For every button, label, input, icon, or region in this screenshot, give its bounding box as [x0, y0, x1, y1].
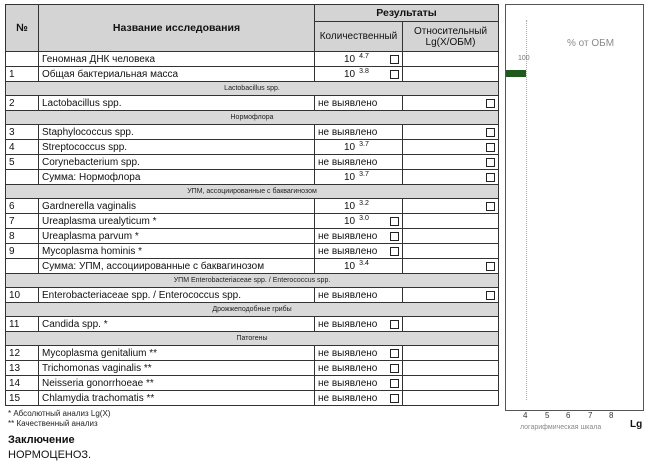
row-number: 13 [6, 361, 39, 376]
row-number: 15 [6, 391, 39, 406]
section-title: Lactobacillus spp. [6, 82, 499, 96]
not-detected-label: не выявлено [318, 245, 378, 257]
not-detected-label: не выявлено [318, 377, 378, 389]
checkbox[interactable] [486, 202, 495, 211]
conclusion-title: Заключение [8, 434, 75, 446]
quantitative-value [315, 214, 403, 229]
row-number: 14 [6, 376, 39, 391]
quantitative-value [315, 52, 403, 67]
relative-value [403, 346, 499, 361]
checkbox[interactable] [390, 349, 399, 358]
quantitative-value [315, 317, 403, 332]
table-row [6, 67, 499, 82]
section-title: УПМ Enterobacteriaceae spp. / Enterococcus spp. [6, 274, 499, 288]
study-name: Neisseria gonorrhoeae ** [39, 376, 315, 391]
bar-genomic-dna [506, 70, 526, 77]
checkbox[interactable] [390, 55, 399, 64]
axis-tick-6: 6 [566, 411, 571, 420]
study-name: Ureaplasma parvum * [39, 229, 315, 244]
relative-value [403, 259, 499, 274]
axis-tick-4: 4 [523, 411, 528, 420]
table-row [6, 170, 499, 185]
chart-title: % от ОБМ [567, 38, 615, 49]
row-number: 8 [6, 229, 39, 244]
section-title: Патогены [6, 332, 499, 346]
relative-value [403, 96, 499, 111]
quantitative-value [315, 170, 403, 185]
not-detected-label: не выявлено [318, 156, 378, 168]
relative-value [403, 170, 499, 185]
value-base: 10 [344, 216, 356, 227]
checkbox[interactable] [390, 394, 399, 403]
relative-value [403, 52, 499, 67]
checkbox[interactable] [390, 364, 399, 373]
table-row [6, 199, 499, 214]
not-detected-label: не выявлено [318, 97, 378, 109]
value-exponent: 3.8 [359, 68, 369, 75]
axis-tick-5: 5 [545, 411, 550, 420]
section-row [6, 82, 499, 96]
not-detected-label: не выявлено [318, 362, 378, 374]
not-detected-label: не выявлено [318, 392, 378, 404]
not-detected-label: не выявлено [318, 289, 378, 301]
value-exponent: 3.4 [359, 260, 369, 267]
relative-value [403, 125, 499, 140]
relative-value [403, 376, 499, 391]
relative-value [403, 391, 499, 406]
relative-value [403, 288, 499, 303]
not-detected-label: не выявлено [318, 126, 378, 138]
relative-value [403, 214, 499, 229]
checkbox[interactable] [486, 128, 495, 137]
quantitative-value [315, 229, 403, 244]
row-number [6, 52, 39, 67]
quantitative-value [315, 288, 403, 303]
header-quantitative: Количественный [315, 22, 403, 52]
study-name: Сумма: УПМ, ассоциированные с баквагинозом [39, 259, 315, 274]
study-name: Общая бактериальная масса [39, 67, 315, 82]
value-base: 10 [344, 201, 356, 212]
axis-tick-8: 8 [609, 411, 614, 420]
table-row [6, 361, 499, 376]
table-row [6, 140, 499, 155]
relative-value [403, 155, 499, 170]
relative-value [403, 229, 499, 244]
checkbox[interactable] [390, 232, 399, 241]
study-name: Lactobacillus spp. [39, 96, 315, 111]
value-base: 10 [344, 142, 356, 153]
relative-value [403, 244, 499, 259]
study-name: Gardnerella vaginalis [39, 199, 315, 214]
quantitative-value [315, 96, 403, 111]
axis-unit-label: Lg [630, 419, 643, 430]
checkbox[interactable] [390, 247, 399, 256]
table-row [6, 214, 499, 229]
axis-tick-7: 7 [588, 411, 593, 420]
row-number: 9 [6, 244, 39, 259]
checkbox[interactable] [390, 70, 399, 79]
relative-value [403, 361, 499, 376]
checkbox[interactable] [486, 99, 495, 108]
row-number: 5 [6, 155, 39, 170]
table-row [6, 155, 499, 170]
row-number [6, 259, 39, 274]
value-base: 10 [344, 172, 356, 183]
value-base: 10 [344, 54, 356, 65]
checkbox[interactable] [390, 217, 399, 226]
study-name: Mycoplasma hominis * [39, 244, 315, 259]
section-title: Нормофлора [6, 111, 499, 125]
quantitative-value [315, 140, 403, 155]
bar-value-label: 100 [518, 55, 530, 62]
table-row [6, 346, 499, 361]
section-row [6, 185, 499, 199]
conclusion-text: НОРМОЦЕНОЗ. [8, 449, 92, 461]
study-name: Trichomonas vaginalis ** [39, 361, 315, 376]
row-number: 6 [6, 199, 39, 214]
table-row [6, 259, 499, 274]
row-number: 2 [6, 96, 39, 111]
value-exponent: 3.7 [359, 141, 369, 148]
row-number: 10 [6, 288, 39, 303]
relative-value [403, 317, 499, 332]
quantitative-value [315, 155, 403, 170]
results-table [5, 4, 499, 406]
footnote-qualitative: ** Качественный анализ [8, 419, 98, 428]
axis-caption: логарифмическая шкала [520, 424, 602, 431]
checkbox[interactable] [486, 173, 495, 182]
footnote-absolute: * Абсолютный анализ Lg(X) [8, 409, 111, 418]
table-row [6, 229, 499, 244]
not-detected-label: не выявлено [318, 347, 378, 359]
header-relative-text: Относительный Lg(X/ОБМ) [413, 25, 488, 48]
value-exponent: 4.7 [359, 53, 369, 60]
table-body [6, 52, 499, 406]
table-row [6, 96, 499, 111]
quantitative-value [315, 346, 403, 361]
study-name: Staphylococcus spp. [39, 125, 315, 140]
header-number: № [6, 5, 39, 52]
section-title: Дрожжеподобные грибы [6, 303, 499, 317]
checkbox[interactable] [486, 291, 495, 300]
study-name: Chlamydia trachomatis ** [39, 391, 315, 406]
relative-value [403, 199, 499, 214]
value-exponent: 3.7 [359, 171, 369, 178]
header-results: Результаты [315, 5, 499, 22]
header-study-name: Название исследования [39, 5, 315, 52]
lg-reference-line [526, 20, 527, 400]
checkbox[interactable] [486, 158, 495, 167]
quantitative-value [315, 199, 403, 214]
relative-value [403, 67, 499, 82]
section-row [6, 111, 499, 125]
section-row [6, 274, 499, 288]
checkbox[interactable] [390, 379, 399, 388]
row-number: 3 [6, 125, 39, 140]
row-number: 11 [6, 317, 39, 332]
not-detected-label: не выявлено [318, 318, 378, 330]
table-row [6, 244, 499, 259]
quantitative-value [315, 376, 403, 391]
table-row [6, 376, 499, 391]
quantitative-value [315, 125, 403, 140]
study-name: Ureaplasma urealyticum * [39, 214, 315, 229]
section-title: УПМ, ассоциированные с баквагинозом [6, 185, 499, 199]
row-number: 12 [6, 346, 39, 361]
study-name: Candida spp. * [39, 317, 315, 332]
study-name: Corynebacterium spp. [39, 155, 315, 170]
table-row [6, 391, 499, 406]
quantitative-value [315, 244, 403, 259]
checkbox[interactable] [486, 143, 495, 152]
table-row [6, 288, 499, 303]
row-number: 4 [6, 140, 39, 155]
table-row [6, 125, 499, 140]
section-row [6, 303, 499, 317]
header-relative [403, 22, 499, 52]
value-base: 10 [344, 69, 356, 80]
row-number: 7 [6, 214, 39, 229]
study-name: Геномная ДНК человека [39, 52, 315, 67]
not-detected-label: не выявлено [318, 230, 378, 242]
quantitative-value [315, 361, 403, 376]
checkbox[interactable] [486, 262, 495, 271]
quantitative-value [315, 67, 403, 82]
study-name: Mycoplasma genitalium ** [39, 346, 315, 361]
checkbox[interactable] [390, 320, 399, 329]
value-exponent: 3.0 [359, 215, 369, 222]
row-number: 1 [6, 67, 39, 82]
table-row [6, 52, 499, 67]
row-number [6, 170, 39, 185]
study-name: Сумма: Нормофлора [39, 170, 315, 185]
study-name: Enterobacteriaceae spp. / Enterococcus spp. [39, 288, 315, 303]
quantitative-value [315, 259, 403, 274]
value-exponent: 3.2 [359, 200, 369, 207]
study-name: Streptococcus spp. [39, 140, 315, 155]
quantitative-value [315, 391, 403, 406]
table-row [6, 317, 499, 332]
relative-value [403, 140, 499, 155]
section-row [6, 332, 499, 346]
value-base: 10 [344, 261, 356, 272]
